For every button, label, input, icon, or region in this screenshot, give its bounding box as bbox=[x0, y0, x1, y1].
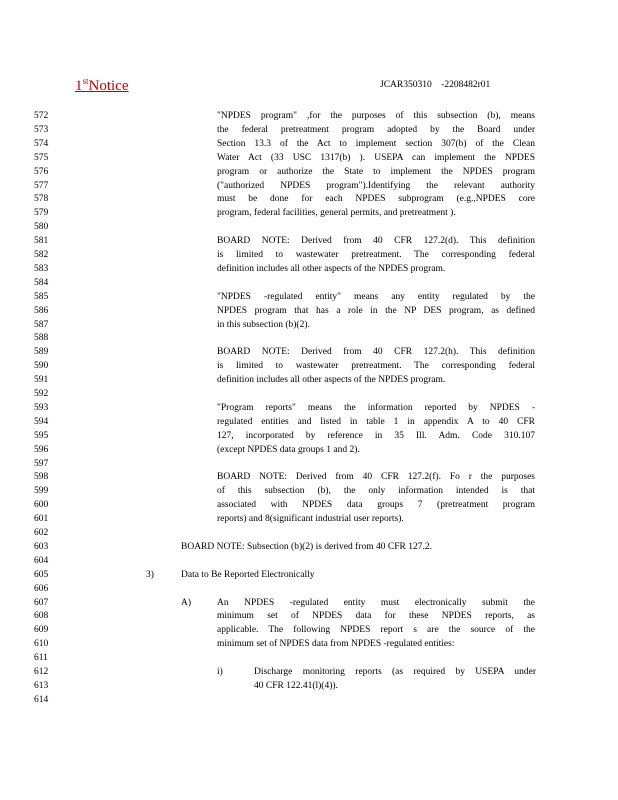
line-number: 613 bbox=[34, 680, 49, 691]
line-number: 582 bbox=[34, 250, 49, 260]
line-number: 610 bbox=[34, 639, 49, 650]
text-line: definition includes all other aspects of the NPDES program. bbox=[217, 263, 446, 274]
line-number: 593 bbox=[34, 402, 49, 413]
line-number: 612 bbox=[34, 667, 49, 677]
line-number: 591 bbox=[34, 375, 49, 386]
text-line: must be done for each NPDES subprogram (e.g.,NPDES core bbox=[217, 194, 535, 205]
line-number: 579 bbox=[34, 208, 49, 219]
line-number: 598 bbox=[34, 472, 49, 483]
line-number: 614 bbox=[34, 694, 49, 705]
line-number: 577 bbox=[34, 180, 49, 191]
line-number: 585 bbox=[34, 291, 49, 302]
text-line: associated with NPDES data groups 7 (pretreatment program bbox=[217, 500, 535, 511]
text-line: BOARD NOTE: Derived from 40 CFR 127.2(d). This definition bbox=[217, 236, 535, 247]
text-line: (except NPDES data groups 1 and 2). bbox=[217, 444, 360, 455]
text-line: minimum set of NPDES data from NPDES -regulated entities: bbox=[217, 639, 455, 650]
document-id: JCAR350310 -2208482r01 bbox=[380, 80, 491, 90]
text-line: Section 13.3 of the Act to implement section 307(b) of the Clean bbox=[217, 138, 535, 149]
line-number: 584 bbox=[34, 277, 49, 288]
line-number: 611 bbox=[34, 653, 48, 664]
line-number: 600 bbox=[34, 500, 49, 511]
line-number: 609 bbox=[34, 625, 49, 636]
line-number: 578 bbox=[34, 194, 49, 205]
text-line: BOARD NOTE: Derived from 40 CFR 127.2(h). This definition bbox=[217, 347, 535, 358]
text-line: NPDES program that has a role in the NP DES program, as defined bbox=[217, 305, 535, 316]
text-line: Data to Be Reported Electronically bbox=[181, 569, 315, 580]
text-line: program or authorize the State to implement the NPDES program bbox=[217, 166, 535, 177]
text-line: is limited to wastewater pretreatment. The corresponding federal bbox=[217, 250, 535, 260]
line-number: 597 bbox=[34, 458, 49, 469]
text-line: reports) and 8(significant industrial user reports). bbox=[217, 514, 404, 525]
line-number: 573 bbox=[34, 124, 49, 135]
line-number: 583 bbox=[34, 263, 49, 274]
line-number: 586 bbox=[34, 305, 49, 316]
text-line: 127, incorporated by reference in 35 Ill. Adm. Code 310.107 bbox=[217, 430, 535, 441]
text-line: Water Act (33 USC 1317(b) ). USEPA can implement the NPDES bbox=[217, 152, 535, 163]
line-number: 575 bbox=[34, 152, 49, 163]
item-label: 3) bbox=[146, 569, 154, 580]
text-line: minimum set of NPDES data for these NPDES reports, as bbox=[217, 611, 535, 622]
text-line: definition includes all other aspects of the NPDES program. bbox=[217, 375, 446, 386]
text-line: 40 CFR 122.41(l)(4)). bbox=[254, 680, 338, 691]
line-number: 603 bbox=[34, 541, 49, 552]
line-number: 601 bbox=[34, 514, 49, 525]
item-label: i) bbox=[217, 667, 223, 677]
line-number: 602 bbox=[34, 528, 49, 538]
line-number: 580 bbox=[34, 222, 49, 233]
line-number: 596 bbox=[34, 444, 49, 455]
line-number: 588 bbox=[34, 333, 49, 344]
line-number: 604 bbox=[34, 555, 49, 566]
text-line: BOARD NOTE: Derived from 40 CFR 127.2(f). Fo r the purposes bbox=[217, 472, 535, 483]
text-line: of this subsection (b), the only information intended is that bbox=[217, 486, 535, 497]
text-line: in this subsection (b)(2). bbox=[217, 319, 310, 330]
line-number: 581 bbox=[34, 236, 49, 247]
text-line: "NPDES -regulated entity" means any entity regulated by the bbox=[217, 291, 535, 302]
line-number: 574 bbox=[34, 138, 49, 149]
text-line: BOARD NOTE: Subsection (b)(2) is derived from 40 CFR 127.2. bbox=[181, 541, 432, 552]
text-line: program, federal facilities, general permits, and pretreatment ). bbox=[217, 208, 456, 219]
text-line: "Program reports" means the information reported by NPDES - bbox=[217, 402, 535, 413]
line-number: 607 bbox=[34, 597, 49, 608]
line-number: 590 bbox=[34, 361, 49, 372]
line-number: 606 bbox=[34, 583, 49, 594]
text-line: regulated entities and listed in table 1 in appendix A to 40 CFR bbox=[217, 416, 535, 427]
text-line: "NPDES program" ,for the purposes of this subsection (b), means bbox=[217, 111, 535, 121]
text-line: the federal pretreatment program adopted by the Board under bbox=[217, 124, 535, 135]
text-line: An NPDES -regulated entity must electronically submit the bbox=[217, 597, 535, 608]
line-number: 589 bbox=[34, 347, 49, 358]
line-number: 572 bbox=[34, 111, 49, 121]
line-number: 608 bbox=[34, 611, 49, 622]
text-line: is limited to wastewater pretreatment. The corresponding federal bbox=[217, 361, 535, 372]
line-number: 592 bbox=[34, 389, 49, 399]
line-number: 595 bbox=[34, 430, 49, 441]
line-number: 587 bbox=[34, 319, 49, 330]
line-number: 576 bbox=[34, 166, 49, 177]
line-number: 594 bbox=[34, 416, 49, 427]
text-line: applicable. The following NPDES report s are the source of the bbox=[217, 625, 535, 636]
line-number: 605 bbox=[34, 569, 49, 580]
text-line: ("authorized NPDES program").Identifying the relevant authority bbox=[217, 180, 535, 191]
line-number: 599 bbox=[34, 486, 49, 497]
item-label: A) bbox=[181, 597, 192, 608]
notice-heading: 1stNotice bbox=[75, 76, 129, 94]
text-line: Discharge monitoring reports (as required by USEPA under bbox=[254, 667, 536, 677]
